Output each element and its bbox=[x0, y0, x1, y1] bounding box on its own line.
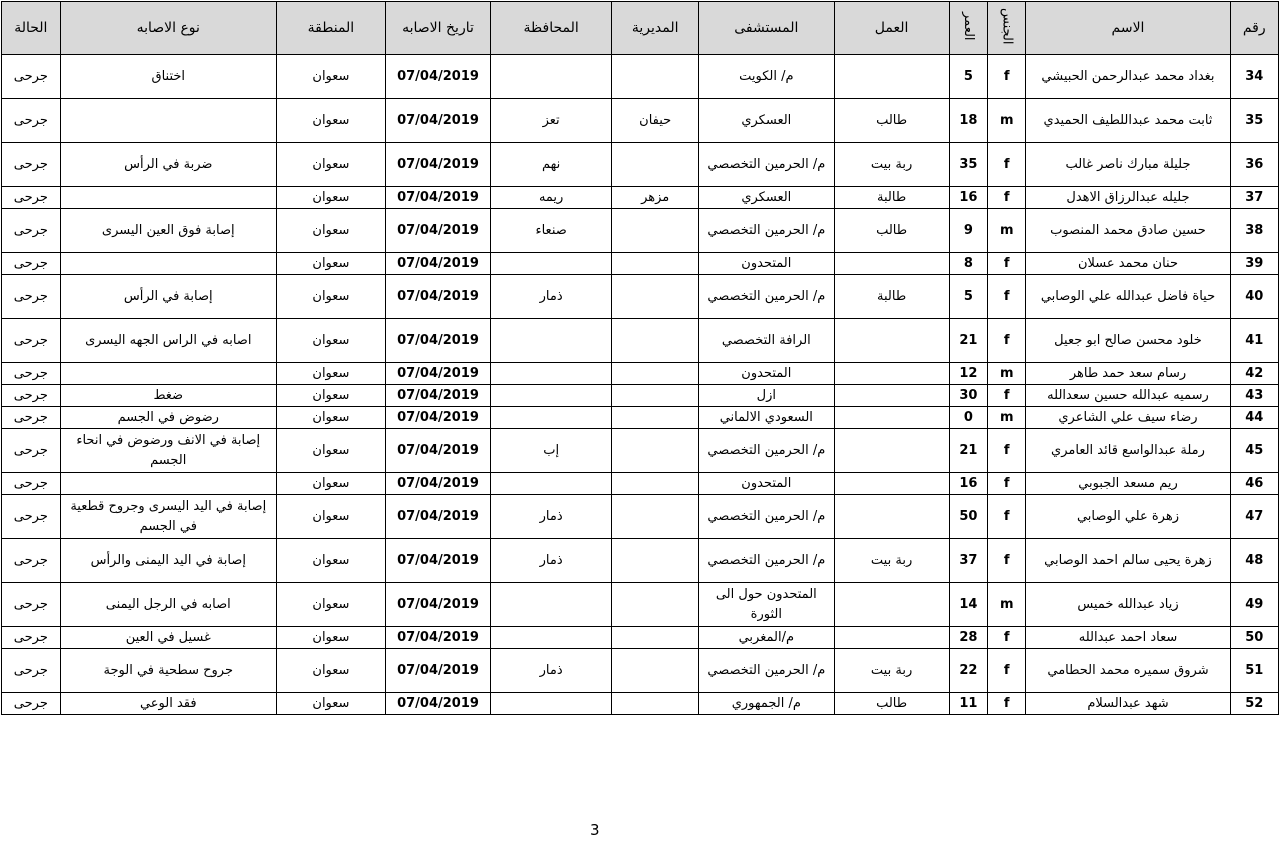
cell-date: 07/04/2019 bbox=[385, 275, 490, 319]
cell-gender: f bbox=[988, 319, 1026, 363]
cell-directorate bbox=[612, 583, 699, 627]
cell-hospital: المتحدون bbox=[699, 363, 834, 385]
table-row bbox=[2, 99, 1279, 143]
cell-status: جرحى bbox=[2, 627, 61, 649]
table-row bbox=[2, 209, 1279, 253]
cell-name: حسين صادق محمد المنصوب bbox=[1026, 209, 1230, 253]
cell-directorate bbox=[612, 429, 699, 473]
cell-num: 50 bbox=[1230, 627, 1278, 649]
header-area: المنطقة bbox=[276, 2, 385, 55]
header-row bbox=[2, 2, 1279, 55]
cell-gender: m bbox=[988, 583, 1026, 627]
table-row bbox=[2, 385, 1279, 407]
cell-area: سعوان bbox=[276, 495, 385, 539]
cell-hospital: السعودي الالماني bbox=[699, 407, 834, 429]
cell-name: جليله عبدالرزاق الاهدل bbox=[1026, 187, 1230, 209]
cell-date: 07/04/2019 bbox=[385, 363, 490, 385]
cell-age: 18 bbox=[949, 99, 987, 143]
cell-job: طالبة bbox=[834, 275, 949, 319]
cell-status: جرحى bbox=[2, 473, 61, 495]
table-row bbox=[2, 473, 1279, 495]
cell-injury: اصابه في الراس الجهه اليسرى bbox=[60, 319, 276, 363]
table-row bbox=[2, 583, 1279, 627]
cell-age: 21 bbox=[949, 319, 987, 363]
cell-injury: فقد الوعي bbox=[60, 693, 276, 715]
cell-governorate bbox=[491, 693, 612, 715]
cell-date: 07/04/2019 bbox=[385, 187, 490, 209]
cell-gender: f bbox=[988, 473, 1026, 495]
cell-num: 45 bbox=[1230, 429, 1278, 473]
cell-governorate: ذمار bbox=[491, 539, 612, 583]
cell-governorate: إب bbox=[491, 429, 612, 473]
cell-governorate bbox=[491, 55, 612, 99]
cell-job bbox=[834, 55, 949, 99]
cell-hospital: م/ الحرمين التخصصي bbox=[699, 539, 834, 583]
cell-age: 0 bbox=[949, 407, 987, 429]
cell-gender: m bbox=[988, 363, 1026, 385]
table-row bbox=[2, 143, 1279, 187]
cell-date: 07/04/2019 bbox=[385, 99, 490, 143]
cell-job bbox=[834, 495, 949, 539]
cell-gender: f bbox=[988, 627, 1026, 649]
cell-directorate bbox=[612, 275, 699, 319]
cell-governorate: ذمار bbox=[491, 275, 612, 319]
cell-job bbox=[834, 429, 949, 473]
cell-governorate: ذمار bbox=[491, 495, 612, 539]
cell-date: 07/04/2019 bbox=[385, 319, 490, 363]
cell-injury: رضوض في الجسم bbox=[60, 407, 276, 429]
cell-age: 14 bbox=[949, 583, 987, 627]
cell-status: جرحى bbox=[2, 319, 61, 363]
table-row bbox=[2, 495, 1279, 539]
cell-governorate bbox=[491, 583, 612, 627]
cell-status: جرحى bbox=[2, 429, 61, 473]
cell-age: 16 bbox=[949, 187, 987, 209]
cell-injury: إصابة في الرأس bbox=[60, 275, 276, 319]
cell-area: سعوان bbox=[276, 55, 385, 99]
cell-num: 49 bbox=[1230, 583, 1278, 627]
cell-age: 5 bbox=[949, 55, 987, 99]
cell-status: جرحى bbox=[2, 253, 61, 275]
cell-age: 12 bbox=[949, 363, 987, 385]
cell-injury bbox=[60, 363, 276, 385]
cell-status: جرحى bbox=[2, 495, 61, 539]
cell-status: جرحى bbox=[2, 583, 61, 627]
cell-gender: m bbox=[988, 407, 1026, 429]
cell-date: 07/04/2019 bbox=[385, 627, 490, 649]
cell-hospital: العسكري bbox=[699, 187, 834, 209]
cell-area: سعوان bbox=[276, 385, 385, 407]
table-body bbox=[2, 55, 1279, 715]
cell-num: 37 bbox=[1230, 187, 1278, 209]
cell-name: زهرة يحيى سالم احمد الوصابي bbox=[1026, 539, 1230, 583]
cell-injury bbox=[60, 187, 276, 209]
cell-age: 21 bbox=[949, 429, 987, 473]
cell-status: جرحى bbox=[2, 693, 61, 715]
cell-age: 50 bbox=[949, 495, 987, 539]
cell-job: طالبة bbox=[834, 187, 949, 209]
page-number: 3 bbox=[590, 821, 600, 839]
cell-job bbox=[834, 583, 949, 627]
cell-gender: f bbox=[988, 429, 1026, 473]
casualties-table bbox=[1, 1, 1279, 715]
header-gender: الجنس bbox=[988, 2, 1026, 55]
table-row bbox=[2, 627, 1279, 649]
cell-date: 07/04/2019 bbox=[385, 583, 490, 627]
cell-num: 36 bbox=[1230, 143, 1278, 187]
cell-injury: اختناق bbox=[60, 55, 276, 99]
cell-name: زياد عبدالله خميس bbox=[1026, 583, 1230, 627]
cell-hospital: م/ الحرمين التخصصي bbox=[699, 275, 834, 319]
cell-name: رضاء سيف علي الشاعري bbox=[1026, 407, 1230, 429]
cell-area: سعوان bbox=[276, 627, 385, 649]
cell-job bbox=[834, 407, 949, 429]
table-row bbox=[2, 363, 1279, 385]
cell-gender: f bbox=[988, 253, 1026, 275]
cell-area: سعوان bbox=[276, 209, 385, 253]
cell-area: سعوان bbox=[276, 253, 385, 275]
cell-job bbox=[834, 627, 949, 649]
cell-injury: إصابة فوق العين اليسرى bbox=[60, 209, 276, 253]
cell-num: 43 bbox=[1230, 385, 1278, 407]
header-directorate: المديرية bbox=[612, 2, 699, 55]
cell-date: 07/04/2019 bbox=[385, 55, 490, 99]
cell-age: 11 bbox=[949, 693, 987, 715]
cell-directorate bbox=[612, 385, 699, 407]
cell-name: حياة فاضل عبدالله علي الوصابي bbox=[1026, 275, 1230, 319]
cell-gender: f bbox=[988, 55, 1026, 99]
cell-status: جرحى bbox=[2, 187, 61, 209]
cell-name: رملة عبدالواسع قائد العامري bbox=[1026, 429, 1230, 473]
table-row bbox=[2, 275, 1279, 319]
cell-num: 46 bbox=[1230, 473, 1278, 495]
table-row bbox=[2, 187, 1279, 209]
cell-gender: f bbox=[988, 693, 1026, 715]
table-row bbox=[2, 429, 1279, 473]
cell-age: 28 bbox=[949, 627, 987, 649]
cell-governorate: صنعاء bbox=[491, 209, 612, 253]
cell-injury: إصابة في اليد اليمنى والرأس bbox=[60, 539, 276, 583]
cell-name: ريم مسعد الجبوبي bbox=[1026, 473, 1230, 495]
cell-gender: m bbox=[988, 209, 1026, 253]
cell-hospital: م/ الحرمين التخصصي bbox=[699, 429, 834, 473]
cell-hospital: م/ الحرمين التخصصي bbox=[699, 209, 834, 253]
cell-area: سعوان bbox=[276, 99, 385, 143]
cell-injury bbox=[60, 253, 276, 275]
table-row bbox=[2, 693, 1279, 715]
cell-injury bbox=[60, 99, 276, 143]
cell-job: ربة بيت bbox=[834, 539, 949, 583]
cell-date: 07/04/2019 bbox=[385, 209, 490, 253]
cell-directorate bbox=[612, 627, 699, 649]
cell-name: حنان محمد عسلان bbox=[1026, 253, 1230, 275]
cell-date: 07/04/2019 bbox=[385, 385, 490, 407]
header-num: رقم bbox=[1230, 2, 1278, 55]
cell-num: 41 bbox=[1230, 319, 1278, 363]
cell-area: سعوان bbox=[276, 583, 385, 627]
cell-hospital: العسكري bbox=[699, 99, 834, 143]
cell-num: 38 bbox=[1230, 209, 1278, 253]
cell-status: جرحى bbox=[2, 275, 61, 319]
table-row bbox=[2, 649, 1279, 693]
cell-name: رسميه عبدالله حسين سعدالله bbox=[1026, 385, 1230, 407]
cell-num: 52 bbox=[1230, 693, 1278, 715]
cell-gender: m bbox=[988, 99, 1026, 143]
cell-gender: f bbox=[988, 187, 1026, 209]
cell-name: خلود محسن صالح ابو جعيل bbox=[1026, 319, 1230, 363]
cell-directorate bbox=[612, 693, 699, 715]
cell-status: جرحى bbox=[2, 407, 61, 429]
cell-date: 07/04/2019 bbox=[385, 143, 490, 187]
cell-num: 34 bbox=[1230, 55, 1278, 99]
cell-num: 48 bbox=[1230, 539, 1278, 583]
cell-age: 9 bbox=[949, 209, 987, 253]
cell-area: سعوان bbox=[276, 473, 385, 495]
cell-name: ثابت محمد عبداللطيف الحميدي bbox=[1026, 99, 1230, 143]
cell-age: 16 bbox=[949, 473, 987, 495]
cell-directorate bbox=[612, 649, 699, 693]
cell-governorate: نهم bbox=[491, 143, 612, 187]
cell-name: شهد عبدالسلام bbox=[1026, 693, 1230, 715]
table-row bbox=[2, 319, 1279, 363]
cell-gender: f bbox=[988, 495, 1026, 539]
cell-governorate bbox=[491, 319, 612, 363]
cell-job: ربة بيت bbox=[834, 143, 949, 187]
cell-governorate: تعز bbox=[491, 99, 612, 143]
table-row bbox=[2, 55, 1279, 99]
cell-hospital: المتحدون bbox=[699, 253, 834, 275]
cell-status: جرحى bbox=[2, 649, 61, 693]
cell-job bbox=[834, 363, 949, 385]
cell-area: سعوان bbox=[276, 363, 385, 385]
cell-job: طالب bbox=[834, 693, 949, 715]
header-governorate: المحافظة bbox=[491, 2, 612, 55]
cell-num: 40 bbox=[1230, 275, 1278, 319]
header-injury: نوع الاصابه bbox=[60, 2, 276, 55]
cell-directorate bbox=[612, 473, 699, 495]
cell-area: سعوان bbox=[276, 693, 385, 715]
cell-status: جرحى bbox=[2, 209, 61, 253]
cell-directorate bbox=[612, 55, 699, 99]
cell-directorate bbox=[612, 319, 699, 363]
cell-name: سعاد احمد عبدالله bbox=[1026, 627, 1230, 649]
cell-hospital: م/المغربي bbox=[699, 627, 834, 649]
header-age: العمر bbox=[949, 2, 987, 55]
cell-job: طالب bbox=[834, 209, 949, 253]
cell-status: جرحى bbox=[2, 539, 61, 583]
cell-governorate bbox=[491, 627, 612, 649]
cell-num: 44 bbox=[1230, 407, 1278, 429]
cell-hospital: م/ الجمهوري bbox=[699, 693, 834, 715]
cell-governorate bbox=[491, 385, 612, 407]
cell-area: سعوان bbox=[276, 143, 385, 187]
cell-injury: إصابة في الانف ورضوض في انحاء الجسم bbox=[60, 429, 276, 473]
cell-gender: f bbox=[988, 385, 1026, 407]
cell-status: جرحى bbox=[2, 385, 61, 407]
cell-date: 07/04/2019 bbox=[385, 693, 490, 715]
cell-injury: غسيل في العين bbox=[60, 627, 276, 649]
cell-area: سعوان bbox=[276, 429, 385, 473]
cell-area: سعوان bbox=[276, 649, 385, 693]
header-status: الحالة bbox=[2, 2, 61, 55]
cell-job bbox=[834, 385, 949, 407]
cell-age: 35 bbox=[949, 143, 987, 187]
cell-area: سعوان bbox=[276, 319, 385, 363]
cell-num: 35 bbox=[1230, 99, 1278, 143]
cell-date: 07/04/2019 bbox=[385, 407, 490, 429]
cell-hospital: المتحدون bbox=[699, 473, 834, 495]
cell-area: سعوان bbox=[276, 275, 385, 319]
cell-gender: f bbox=[988, 275, 1026, 319]
cell-job bbox=[834, 253, 949, 275]
cell-name: زهرة علي الوصابي bbox=[1026, 495, 1230, 539]
cell-name: بغداد محمد عبدالرحمن الحبيشي bbox=[1026, 55, 1230, 99]
cell-directorate bbox=[612, 407, 699, 429]
cell-age: 8 bbox=[949, 253, 987, 275]
cell-job: ربة بيت bbox=[834, 649, 949, 693]
table-row bbox=[2, 539, 1279, 583]
cell-num: 51 bbox=[1230, 649, 1278, 693]
cell-injury bbox=[60, 473, 276, 495]
cell-hospital: المتحدون حول الى الثورة bbox=[699, 583, 834, 627]
cell-age: 22 bbox=[949, 649, 987, 693]
header-job: العمل bbox=[834, 2, 949, 55]
cell-name: رسام سعد حمد طاهر bbox=[1026, 363, 1230, 385]
cell-date: 07/04/2019 bbox=[385, 539, 490, 583]
cell-name: جليلة مبارك ناصر غالب bbox=[1026, 143, 1230, 187]
cell-age: 30 bbox=[949, 385, 987, 407]
cell-directorate bbox=[612, 539, 699, 583]
cell-directorate bbox=[612, 495, 699, 539]
cell-injury: اصابه في الرجل اليمنى bbox=[60, 583, 276, 627]
cell-gender: f bbox=[988, 143, 1026, 187]
cell-date: 07/04/2019 bbox=[385, 429, 490, 473]
cell-status: جرحى bbox=[2, 55, 61, 99]
cell-hospital: ازل bbox=[699, 385, 834, 407]
table-row bbox=[2, 407, 1279, 429]
cell-directorate bbox=[612, 209, 699, 253]
cell-date: 07/04/2019 bbox=[385, 253, 490, 275]
cell-governorate bbox=[491, 407, 612, 429]
cell-age: 5 bbox=[949, 275, 987, 319]
cell-num: 39 bbox=[1230, 253, 1278, 275]
header-date: تاريخ الاصابه bbox=[385, 2, 490, 55]
cell-area: سعوان bbox=[276, 539, 385, 583]
cell-directorate bbox=[612, 253, 699, 275]
cell-name: شروق سميره محمد الحطامي bbox=[1026, 649, 1230, 693]
cell-date: 07/04/2019 bbox=[385, 473, 490, 495]
cell-job bbox=[834, 319, 949, 363]
cell-job bbox=[834, 473, 949, 495]
cell-governorate: ريمه bbox=[491, 187, 612, 209]
cell-status: جرحى bbox=[2, 363, 61, 385]
cell-injury: جروح سطحية في الوجة bbox=[60, 649, 276, 693]
cell-date: 07/04/2019 bbox=[385, 649, 490, 693]
cell-age: 37 bbox=[949, 539, 987, 583]
cell-governorate bbox=[491, 363, 612, 385]
cell-gender: f bbox=[988, 539, 1026, 583]
cell-hospital: م/ الكويت bbox=[699, 55, 834, 99]
cell-area: سعوان bbox=[276, 187, 385, 209]
cell-gender: f bbox=[988, 649, 1026, 693]
cell-status: جرحى bbox=[2, 143, 61, 187]
cell-governorate: ذمار bbox=[491, 649, 612, 693]
cell-num: 42 bbox=[1230, 363, 1278, 385]
cell-directorate bbox=[612, 143, 699, 187]
cell-hospital: م/ الحرمين التخصصي bbox=[699, 143, 834, 187]
cell-area: سعوان bbox=[276, 407, 385, 429]
cell-hospital: م/ الحرمين التخصصي bbox=[699, 495, 834, 539]
table-row bbox=[2, 253, 1279, 275]
cell-hospital: الرافة التخصصي bbox=[699, 319, 834, 363]
cell-governorate bbox=[491, 253, 612, 275]
cell-injury: ضربة في الرأس bbox=[60, 143, 276, 187]
cell-date: 07/04/2019 bbox=[385, 495, 490, 539]
cell-directorate: حيفان bbox=[612, 99, 699, 143]
cell-injury: إصابة في اليد اليسرى وجروح قطعية في الجسم bbox=[60, 495, 276, 539]
header-name: الاسم bbox=[1026, 2, 1230, 55]
header-hospital: المستشفى bbox=[699, 2, 834, 55]
cell-hospital: م/ الحرمين التخصصي bbox=[699, 649, 834, 693]
cell-directorate: مزهر bbox=[612, 187, 699, 209]
cell-governorate bbox=[491, 473, 612, 495]
cell-job: طالب bbox=[834, 99, 949, 143]
cell-directorate bbox=[612, 363, 699, 385]
cell-status: جرحى bbox=[2, 99, 61, 143]
cell-num: 47 bbox=[1230, 495, 1278, 539]
cell-injury: ضغط bbox=[60, 385, 276, 407]
